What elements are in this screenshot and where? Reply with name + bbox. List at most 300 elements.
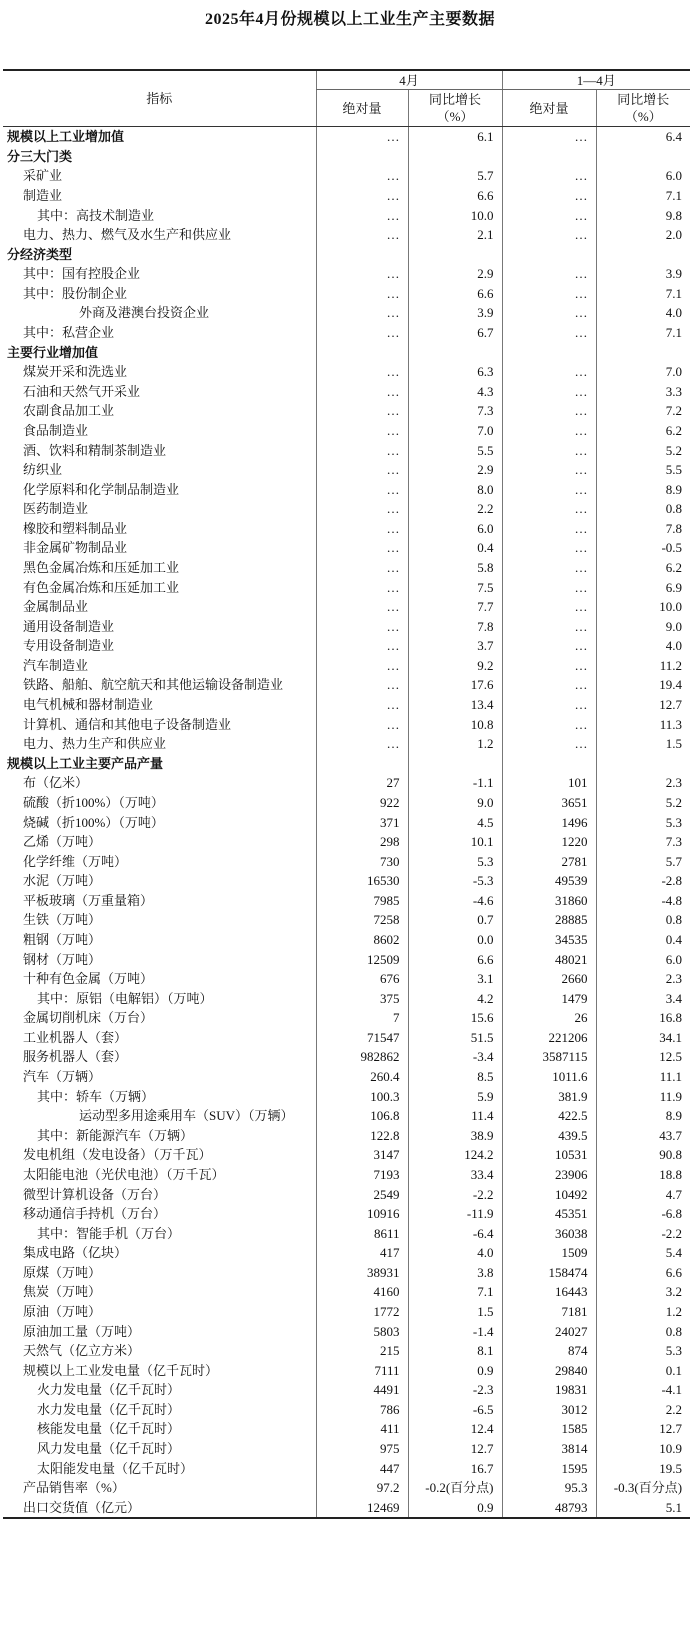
month-yoy: 4.3 bbox=[408, 382, 502, 402]
header-group-month: 4月 bbox=[316, 70, 502, 90]
row-label: 太阳能电池（光伏电池）（万千瓦） bbox=[23, 1166, 225, 1182]
month-absolute: … bbox=[316, 479, 408, 499]
row-label: 集成电路（亿块） bbox=[23, 1245, 128, 1261]
month-yoy: 6.6 bbox=[408, 949, 502, 969]
table-row bbox=[3, 303, 690, 323]
table-row bbox=[3, 949, 690, 969]
ytd-absolute: 1220 bbox=[502, 832, 596, 852]
table-row bbox=[3, 1106, 690, 1126]
ytd-yoy: 3.9 bbox=[596, 264, 690, 284]
month-yoy: 17.6 bbox=[408, 675, 502, 695]
ytd-absolute: … bbox=[502, 519, 596, 539]
ytd-yoy: 6.4 bbox=[596, 127, 690, 147]
row-label: 运动型多用途乘用车（SUV）（万辆） bbox=[79, 1108, 294, 1124]
row-label: 金属制品业 bbox=[23, 599, 89, 615]
month-absolute: 371 bbox=[316, 812, 408, 832]
table-row bbox=[3, 264, 690, 284]
table-row bbox=[3, 382, 690, 402]
ytd-absolute: … bbox=[502, 225, 596, 245]
row-label: 食品制造业 bbox=[23, 422, 89, 438]
month-absolute: … bbox=[316, 264, 408, 284]
month-absolute: 447 bbox=[316, 1458, 408, 1478]
month-yoy: 3.9 bbox=[408, 303, 502, 323]
ytd-yoy: 12.5 bbox=[596, 1047, 690, 1067]
row-label: 生铁（万吨） bbox=[23, 912, 102, 928]
month-absolute: 1772 bbox=[316, 1302, 408, 1322]
month-absolute: … bbox=[316, 421, 408, 441]
month-yoy: 5.3 bbox=[408, 851, 502, 871]
row-label: 化学纤维（万吨） bbox=[23, 853, 128, 869]
month-yoy: 4.2 bbox=[408, 988, 502, 1008]
month-absolute: 215 bbox=[316, 1341, 408, 1361]
month-yoy: 4.0 bbox=[408, 1243, 502, 1263]
ytd-yoy: 7.8 bbox=[596, 519, 690, 539]
table-row bbox=[3, 1184, 690, 1204]
month-absolute: 16530 bbox=[316, 871, 408, 891]
ytd-yoy: 11.9 bbox=[596, 1086, 690, 1106]
month-absolute: 12469 bbox=[316, 1497, 408, 1518]
ytd-yoy: 2.2 bbox=[596, 1400, 690, 1420]
month-yoy: 0.4 bbox=[408, 538, 502, 558]
row-label: 原煤（万吨） bbox=[23, 1264, 102, 1280]
month-absolute: … bbox=[316, 166, 408, 186]
table-row bbox=[3, 440, 690, 460]
row-label: 发电机组（发电设备）（万千瓦） bbox=[23, 1147, 212, 1163]
table-row bbox=[3, 851, 690, 871]
table-row bbox=[3, 871, 690, 891]
ytd-absolute: … bbox=[502, 675, 596, 695]
month-yoy: -2.2 bbox=[408, 1184, 502, 1204]
section-row bbox=[3, 754, 690, 774]
ytd-yoy: 18.8 bbox=[596, 1165, 690, 1185]
ytd-yoy: 0.8 bbox=[596, 910, 690, 930]
month-absolute: 298 bbox=[316, 832, 408, 852]
ytd-absolute bbox=[502, 342, 596, 362]
row-label: 规模以上工业发电量（亿千瓦时） bbox=[23, 1362, 219, 1378]
table-row bbox=[3, 1223, 690, 1243]
ytd-absolute: 7181 bbox=[502, 1302, 596, 1322]
ytd-absolute bbox=[502, 147, 596, 167]
ytd-yoy: 5.4 bbox=[596, 1243, 690, 1263]
month-yoy bbox=[408, 244, 502, 264]
ytd-absolute: 1479 bbox=[502, 988, 596, 1008]
ytd-absolute: 10492 bbox=[502, 1184, 596, 1204]
table-row bbox=[3, 1302, 690, 1322]
table-row bbox=[3, 538, 690, 558]
ytd-yoy: 34.1 bbox=[596, 1028, 690, 1048]
table-row bbox=[3, 558, 690, 578]
ytd-absolute: … bbox=[502, 656, 596, 676]
ytd-absolute: 3587115 bbox=[502, 1047, 596, 1067]
row-label: 水力发电量（亿千瓦时） bbox=[37, 1401, 181, 1417]
ytd-yoy: 6.6 bbox=[596, 1263, 690, 1283]
ytd-yoy: 5.7 bbox=[596, 851, 690, 871]
month-absolute: … bbox=[316, 382, 408, 402]
ytd-yoy: -2.8 bbox=[596, 871, 690, 891]
ytd-yoy: -0.3(百分点) bbox=[596, 1478, 690, 1498]
row-label: 原油加工量（万吨） bbox=[23, 1323, 141, 1339]
ytd-absolute: … bbox=[502, 597, 596, 617]
month-yoy: 12.4 bbox=[408, 1419, 502, 1439]
header-group-ytd: 1—4月 bbox=[502, 70, 690, 90]
section-row bbox=[3, 244, 690, 264]
table-row bbox=[3, 812, 690, 832]
ytd-yoy: 11.3 bbox=[596, 714, 690, 734]
table-row bbox=[3, 656, 690, 676]
ytd-absolute: 158474 bbox=[502, 1263, 596, 1283]
row-label: 粗钢（万吨） bbox=[23, 931, 102, 947]
row-label: 火力发电量（亿千瓦时） bbox=[37, 1382, 181, 1398]
ytd-yoy: 5.5 bbox=[596, 460, 690, 480]
ytd-absolute: 49539 bbox=[502, 871, 596, 891]
month-yoy: 6.6 bbox=[408, 186, 502, 206]
ytd-yoy: 0.1 bbox=[596, 1360, 690, 1380]
ytd-yoy: 19.5 bbox=[596, 1458, 690, 1478]
ytd-yoy: 7.1 bbox=[596, 284, 690, 304]
ytd-absolute: 95.3 bbox=[502, 1478, 596, 1498]
ytd-absolute: … bbox=[502, 499, 596, 519]
month-yoy: -11.9 bbox=[408, 1204, 502, 1224]
month-yoy: 8.1 bbox=[408, 1341, 502, 1361]
table-row bbox=[3, 1341, 690, 1361]
month-absolute: 106.8 bbox=[316, 1106, 408, 1126]
ytd-yoy: -2.2 bbox=[596, 1223, 690, 1243]
table-row bbox=[3, 910, 690, 930]
row-label: 电力、热力、燃气及水生产和供应业 bbox=[23, 227, 232, 243]
month-absolute: 260.4 bbox=[316, 1067, 408, 1087]
month-yoy: 51.5 bbox=[408, 1028, 502, 1048]
table-row bbox=[3, 284, 690, 304]
month-absolute: 411 bbox=[316, 1419, 408, 1439]
table-row bbox=[3, 1321, 690, 1341]
header-ytd-abs: 绝对量 bbox=[502, 90, 596, 127]
month-absolute: 2549 bbox=[316, 1184, 408, 1204]
row-label: 焦炭（万吨） bbox=[23, 1284, 102, 1300]
row-label: 天然气（亿立方米） bbox=[23, 1343, 141, 1359]
row-label: 黑色金属冶炼和压延加工业 bbox=[23, 560, 180, 575]
ytd-absolute: 422.5 bbox=[502, 1106, 596, 1126]
ytd-yoy: 3.4 bbox=[596, 988, 690, 1008]
month-absolute: 12509 bbox=[316, 949, 408, 969]
row-label: 硫酸（折100%）（万吨） bbox=[23, 794, 164, 810]
ytd-yoy: 7.3 bbox=[596, 832, 690, 852]
month-yoy: 33.4 bbox=[408, 1165, 502, 1185]
row-label: 电气机械和器材制造业 bbox=[23, 697, 154, 713]
row-label: 其中：新能源汽车（万辆） bbox=[37, 1127, 194, 1143]
month-absolute bbox=[316, 147, 408, 167]
ytd-absolute: 28885 bbox=[502, 910, 596, 930]
month-absolute: … bbox=[316, 597, 408, 617]
table-row bbox=[3, 1263, 690, 1283]
month-yoy bbox=[408, 342, 502, 362]
month-absolute: 982862 bbox=[316, 1047, 408, 1067]
ytd-absolute: … bbox=[502, 577, 596, 597]
table-row bbox=[3, 1419, 690, 1439]
ytd-absolute: … bbox=[502, 636, 596, 656]
ytd-yoy: 5.3 bbox=[596, 812, 690, 832]
month-yoy: 6.1 bbox=[408, 127, 502, 147]
ytd-absolute: … bbox=[502, 362, 596, 382]
ytd-yoy: 9.0 bbox=[596, 616, 690, 636]
month-absolute: … bbox=[316, 401, 408, 421]
header-ytd-yoy: 同比增长 （%） bbox=[596, 90, 690, 127]
month-yoy: -2.3 bbox=[408, 1380, 502, 1400]
table-row bbox=[3, 205, 690, 225]
ytd-absolute: … bbox=[502, 382, 596, 402]
month-yoy: 6.3 bbox=[408, 362, 502, 382]
row-label: 钢材（万吨） bbox=[23, 951, 102, 967]
month-absolute bbox=[316, 244, 408, 264]
month-yoy: -3.4 bbox=[408, 1047, 502, 1067]
table-row bbox=[3, 186, 690, 206]
ytd-yoy: 4.7 bbox=[596, 1184, 690, 1204]
month-yoy: 2.1 bbox=[408, 225, 502, 245]
month-absolute: … bbox=[316, 362, 408, 382]
ytd-absolute: … bbox=[502, 205, 596, 225]
month-absolute: 97.2 bbox=[316, 1478, 408, 1498]
ytd-yoy: -4.8 bbox=[596, 891, 690, 911]
row-label: 平板玻璃（万重量箱） bbox=[23, 892, 154, 908]
table-row bbox=[3, 988, 690, 1008]
month-absolute: 71547 bbox=[316, 1028, 408, 1048]
ytd-absolute: … bbox=[502, 284, 596, 304]
month-yoy: 3.8 bbox=[408, 1263, 502, 1283]
row-label: 微型计算机设备（万台） bbox=[23, 1186, 167, 1202]
row-label: 其中：私营企业 bbox=[23, 325, 115, 341]
table-row bbox=[3, 421, 690, 441]
month-absolute: … bbox=[316, 656, 408, 676]
ytd-absolute: … bbox=[502, 479, 596, 499]
ytd-yoy: 6.0 bbox=[596, 949, 690, 969]
table-row bbox=[3, 1458, 690, 1478]
row-label: 采矿业 bbox=[23, 168, 63, 184]
row-label: 主要行业增加值 bbox=[7, 344, 99, 360]
month-absolute: 8602 bbox=[316, 930, 408, 950]
ytd-absolute bbox=[502, 754, 596, 774]
month-yoy: -1.4 bbox=[408, 1321, 502, 1341]
row-label: 产品销售率（%） bbox=[23, 1480, 125, 1496]
month-absolute: … bbox=[316, 734, 408, 754]
month-yoy: 10.0 bbox=[408, 205, 502, 225]
ytd-absolute: … bbox=[502, 421, 596, 441]
month-absolute: … bbox=[316, 303, 408, 323]
ytd-absolute: 10531 bbox=[502, 1145, 596, 1165]
row-label: 计算机、通信和其他电子设备制造业 bbox=[23, 716, 232, 732]
row-label: 水泥（万吨） bbox=[23, 873, 102, 889]
month-absolute: 7193 bbox=[316, 1165, 408, 1185]
header-indicator: 指标 bbox=[3, 70, 316, 127]
month-absolute: 417 bbox=[316, 1243, 408, 1263]
table-row bbox=[3, 460, 690, 480]
table-row bbox=[3, 597, 690, 617]
month-yoy: 11.4 bbox=[408, 1106, 502, 1126]
ytd-absolute: 31860 bbox=[502, 891, 596, 911]
section-row bbox=[3, 127, 690, 147]
ytd-yoy: 6.0 bbox=[596, 166, 690, 186]
ytd-yoy: 0.4 bbox=[596, 930, 690, 950]
ytd-yoy: 2.3 bbox=[596, 773, 690, 793]
table-row bbox=[3, 1243, 690, 1263]
ytd-yoy: 7.1 bbox=[596, 323, 690, 343]
month-absolute: … bbox=[316, 538, 408, 558]
table-row bbox=[3, 1478, 690, 1498]
table-row bbox=[3, 695, 690, 715]
row-label: 其中：原铝（电解铝）（万吨） bbox=[37, 990, 213, 1006]
ytd-absolute: … bbox=[502, 303, 596, 323]
month-yoy: 38.9 bbox=[408, 1125, 502, 1145]
ytd-yoy: 90.8 bbox=[596, 1145, 690, 1165]
ytd-yoy: 19.4 bbox=[596, 675, 690, 695]
table-body bbox=[3, 127, 690, 1519]
month-absolute: 38931 bbox=[316, 1263, 408, 1283]
row-label: 酒、饮料和精制茶制造业 bbox=[23, 442, 167, 458]
table-row bbox=[3, 499, 690, 519]
ytd-absolute: 48793 bbox=[502, 1497, 596, 1518]
month-yoy: 7.8 bbox=[408, 616, 502, 636]
month-yoy: 7.1 bbox=[408, 1282, 502, 1302]
table-row bbox=[3, 1125, 690, 1145]
month-yoy: 2.2 bbox=[408, 499, 502, 519]
header-month-yoy: 同比增长 （%） bbox=[408, 90, 502, 127]
month-absolute: 122.8 bbox=[316, 1125, 408, 1145]
ytd-absolute: 1585 bbox=[502, 1419, 596, 1439]
table-row bbox=[3, 323, 690, 343]
row-label: 铁路、船舶、航空航天和其他运输设备制造业 bbox=[23, 677, 284, 693]
ytd-absolute: … bbox=[502, 186, 596, 206]
ytd-yoy: 2.3 bbox=[596, 969, 690, 989]
table-row bbox=[3, 891, 690, 911]
row-label: 其中：轿车（万辆） bbox=[37, 1088, 155, 1104]
row-label: 服务机器人（套） bbox=[23, 1049, 128, 1065]
ytd-absolute: 48021 bbox=[502, 949, 596, 969]
month-yoy: 15.6 bbox=[408, 1008, 502, 1028]
table-row bbox=[3, 636, 690, 656]
row-label: 医药制造业 bbox=[23, 501, 89, 517]
ytd-absolute: … bbox=[502, 440, 596, 460]
ytd-absolute: 34535 bbox=[502, 930, 596, 950]
row-label: 移动通信手持机（万台） bbox=[23, 1206, 167, 1222]
month-yoy: 4.5 bbox=[408, 812, 502, 832]
month-absolute: … bbox=[316, 460, 408, 480]
row-label: 太阳能发电量（亿千瓦时） bbox=[37, 1460, 194, 1476]
month-absolute: 7258 bbox=[316, 910, 408, 930]
table-row bbox=[3, 832, 690, 852]
table-row bbox=[3, 362, 690, 382]
month-yoy: 6.6 bbox=[408, 284, 502, 304]
month-absolute: … bbox=[316, 205, 408, 225]
table-row bbox=[3, 1380, 690, 1400]
ytd-absolute: 24027 bbox=[502, 1321, 596, 1341]
month-yoy: -0.2(百分点) bbox=[408, 1478, 502, 1498]
ytd-yoy: 11.2 bbox=[596, 656, 690, 676]
ytd-yoy: 7.1 bbox=[596, 186, 690, 206]
ytd-yoy: 6.2 bbox=[596, 421, 690, 441]
month-absolute: … bbox=[316, 323, 408, 343]
table-row bbox=[3, 1028, 690, 1048]
row-label: 十种有色金属（万吨） bbox=[23, 971, 154, 987]
row-label: 电力、热力生产和供应业 bbox=[23, 736, 167, 752]
row-label: 煤炭开采和洗选业 bbox=[23, 364, 128, 380]
ytd-absolute: … bbox=[502, 166, 596, 186]
month-yoy: 6.7 bbox=[408, 323, 502, 343]
ytd-absolute: … bbox=[502, 558, 596, 578]
month-yoy: 9.2 bbox=[408, 656, 502, 676]
ytd-yoy: -0.5 bbox=[596, 538, 690, 558]
row-label: 纺织业 bbox=[23, 462, 63, 478]
month-yoy: 8.5 bbox=[408, 1067, 502, 1087]
row-label: 其中：国有控股企业 bbox=[23, 266, 141, 282]
ytd-yoy: 12.7 bbox=[596, 695, 690, 715]
ytd-yoy bbox=[596, 754, 690, 774]
month-absolute: 27 bbox=[316, 773, 408, 793]
ytd-absolute: … bbox=[502, 460, 596, 480]
month-yoy: 13.4 bbox=[408, 695, 502, 715]
month-absolute: … bbox=[316, 577, 408, 597]
month-yoy: 10.1 bbox=[408, 832, 502, 852]
month-absolute: … bbox=[316, 558, 408, 578]
row-label: 有色金属冶炼和压延加工业 bbox=[23, 579, 180, 595]
ytd-yoy bbox=[596, 244, 690, 264]
month-yoy: 0.9 bbox=[408, 1360, 502, 1380]
month-yoy: 7.3 bbox=[408, 401, 502, 421]
month-yoy: 7.5 bbox=[408, 577, 502, 597]
ytd-absolute: 2781 bbox=[502, 851, 596, 871]
ytd-yoy: 5.2 bbox=[596, 440, 690, 460]
row-label: 规模以上工业主要产品产量 bbox=[7, 755, 164, 771]
month-yoy: 5.9 bbox=[408, 1086, 502, 1106]
ytd-yoy: 7.0 bbox=[596, 362, 690, 382]
row-label: 非金属矿物制品业 bbox=[23, 540, 128, 556]
month-absolute: 375 bbox=[316, 988, 408, 1008]
table-row bbox=[3, 793, 690, 813]
ytd-absolute: 3651 bbox=[502, 793, 596, 813]
month-absolute: 7 bbox=[316, 1008, 408, 1028]
row-label: 原油（万吨） bbox=[23, 1303, 102, 1319]
month-yoy: -1.1 bbox=[408, 773, 502, 793]
month-absolute: 7985 bbox=[316, 891, 408, 911]
row-label: 出口交货值（亿元） bbox=[23, 1499, 141, 1515]
ytd-yoy: 6.2 bbox=[596, 558, 690, 578]
table-row bbox=[3, 577, 690, 597]
ytd-yoy: 6.9 bbox=[596, 577, 690, 597]
section-row bbox=[3, 147, 690, 167]
ytd-absolute: … bbox=[502, 538, 596, 558]
month-yoy: 7.7 bbox=[408, 597, 502, 617]
month-yoy: 1.5 bbox=[408, 1302, 502, 1322]
table-row bbox=[3, 969, 690, 989]
ytd-yoy: 5.3 bbox=[596, 1341, 690, 1361]
table-row bbox=[3, 225, 690, 245]
table-row bbox=[3, 773, 690, 793]
row-label: 外商及港澳台投资企业 bbox=[79, 305, 210, 321]
ytd-absolute: 1496 bbox=[502, 812, 596, 832]
ytd-absolute: 3012 bbox=[502, 1400, 596, 1420]
ytd-yoy: 10.0 bbox=[596, 597, 690, 617]
month-absolute: … bbox=[316, 499, 408, 519]
row-label: 农副食品加工业 bbox=[23, 403, 115, 419]
month-absolute: … bbox=[316, 636, 408, 656]
ytd-absolute: 221206 bbox=[502, 1028, 596, 1048]
row-label: 通用设备制造业 bbox=[23, 618, 115, 634]
ytd-absolute: 1595 bbox=[502, 1458, 596, 1478]
table-row bbox=[3, 616, 690, 636]
ytd-absolute: 381.9 bbox=[502, 1086, 596, 1106]
ytd-absolute: … bbox=[502, 323, 596, 343]
table-row bbox=[3, 930, 690, 950]
month-absolute: 10916 bbox=[316, 1204, 408, 1224]
month-absolute: … bbox=[316, 284, 408, 304]
month-absolute: 786 bbox=[316, 1400, 408, 1420]
